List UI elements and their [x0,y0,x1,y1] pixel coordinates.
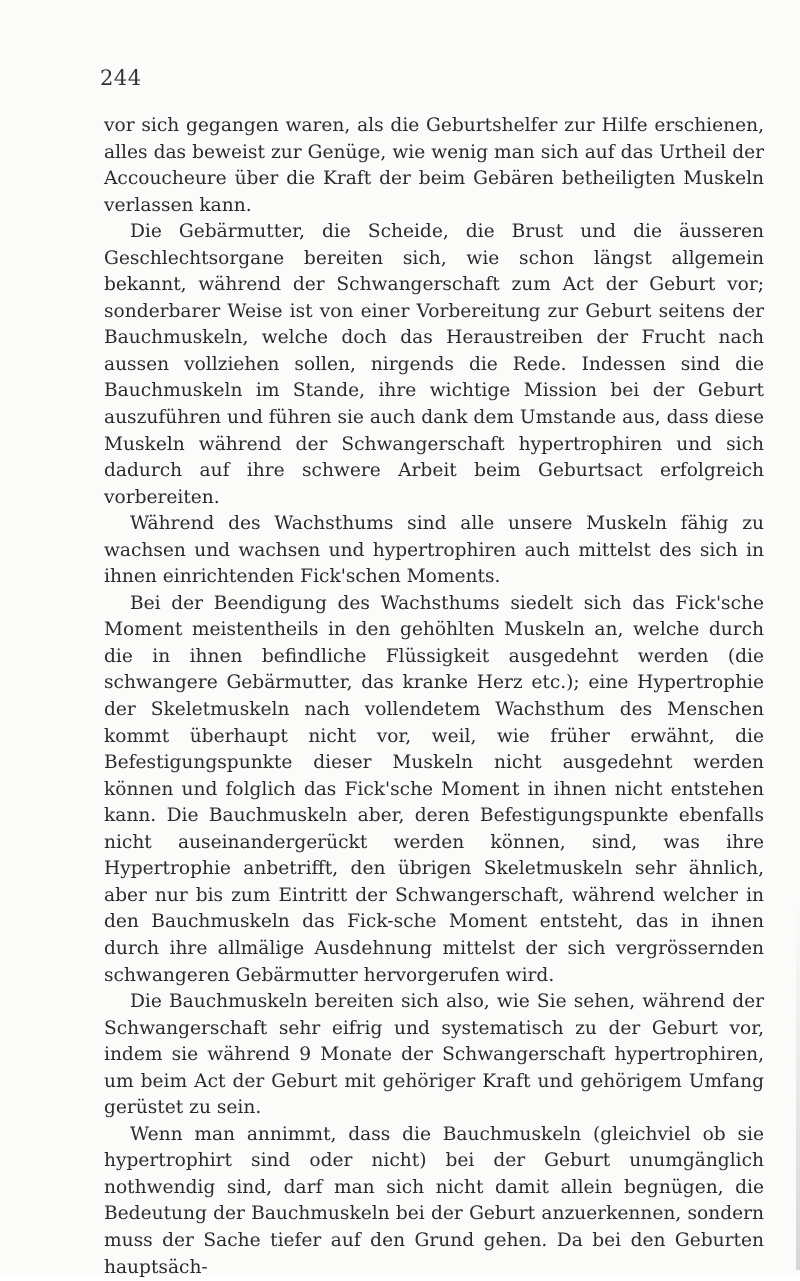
paragraph: Während des Wachsthums sind alle unsere Muskeln fähig zu wachsen und wachsen und hypertrophiren auch mittelst des sich in ihnen einrichtenden Fick'schen Moments. [104,513,764,588]
paragraph: Bei der Beendigung des Wachsthums siedelt sich das Fick'sche Moment meistentheils in den gehöhlten Muskeln an, welche durch die in ihnen befindliche Flüssigkeit ausgedehnt werden (die schwangere Gebärmutter, das kranke Herz etc.); eine Hypertrophie der Skeletmuskeln nach vollendetem Wachsthum des Menschen kommt überhaupt nicht vor, weil, wie früher erwähnt, die Befestigungspunkte dieser Muskeln nicht ausgedehnt werden können und folglich das Fick'sche Moment in ihnen nicht entstehen kann. Die Bauchmuskeln aber, deren Befestigungspunkte ebenfalls nicht auseinandergerückt werden können, sind, was ihre Hypertrophie anbetrifft, den übrigen Skeletmuskeln sehr ähnlich, aber nur bis zum Eintritt der Schwangerschaft, während welcher in den Bauchmuskeln das Fick-sche Moment entsteht, das in ihnen durch ihre allmälige Ausdehnung mittelst der sich vergrössernden schwangeren Gebärmutter hervorgerufen wird. [104,592,764,986]
body-text [104,113,764,1281]
paragraph: Die Gebärmutter, die Scheide, die Brust und die äusseren Geschlechtsorgane bereiten sich, wie schon längst allgemein bekannt, während der Schwangerschaft zum Act der Geburt vor; sonderbarer Weise ist von einer Vorbereitung zur Geburt seitens der Bauchmuskeln, welche doch das Heraustreiben der Frucht nach aussen vollziehen sollen, nirgends die Rede. Indessen sind die Bauchmuskeln im Stande, ihre wichtige Mission bei der Geburt auszuführen und führen sie auch dank dem Umstande aus, dass diese Muskeln während der Schwangerschaft hypertrophiren und sich dadurch auf ihre schwere Arbeit beim Geburtsact erfolgreich vorbereiten. [104,221,764,508]
page-edge-shadow [796,900,800,1270]
paragraph: Wenn man annimmt, dass die Bauchmuskeln (gleichviel ob sie hypertrophirt sind oder nicht) bei der Geburt unumgänglich nothwendig sind, darf man sich nicht damit allein begnügen, die Bedeutung der Bauchmuskeln bei der Geburt anzuerkennen, sondern muss der Sache tiefer auf den Grund gehen. Da bei den Geburten hauptsäch- [104,1123,764,1278]
page-number: 244 [100,66,142,90]
paragraph: Die Bauchmuskeln bereiten sich also, wie Sie sehen, während der Schwangerschaft sehr eifrig und systematisch zu der Geburt vor, indem sie während 9 Monate der Schwangerschaft hypertrophiren, um beim Act der Geburt mit gehöriger Kraft und gehörigem Umfang gerüstet zu sein. [104,991,764,1119]
paragraph: vor sich gegangen waren, als die Geburtshelfer zur Hilfe erschienen, alles das beweist zur Genüge, wie wenig man sich auf das Urtheil der Accoucheure über die Kraft der beim Gebären betheiligten Muskeln verlassen kann. [104,115,764,216]
